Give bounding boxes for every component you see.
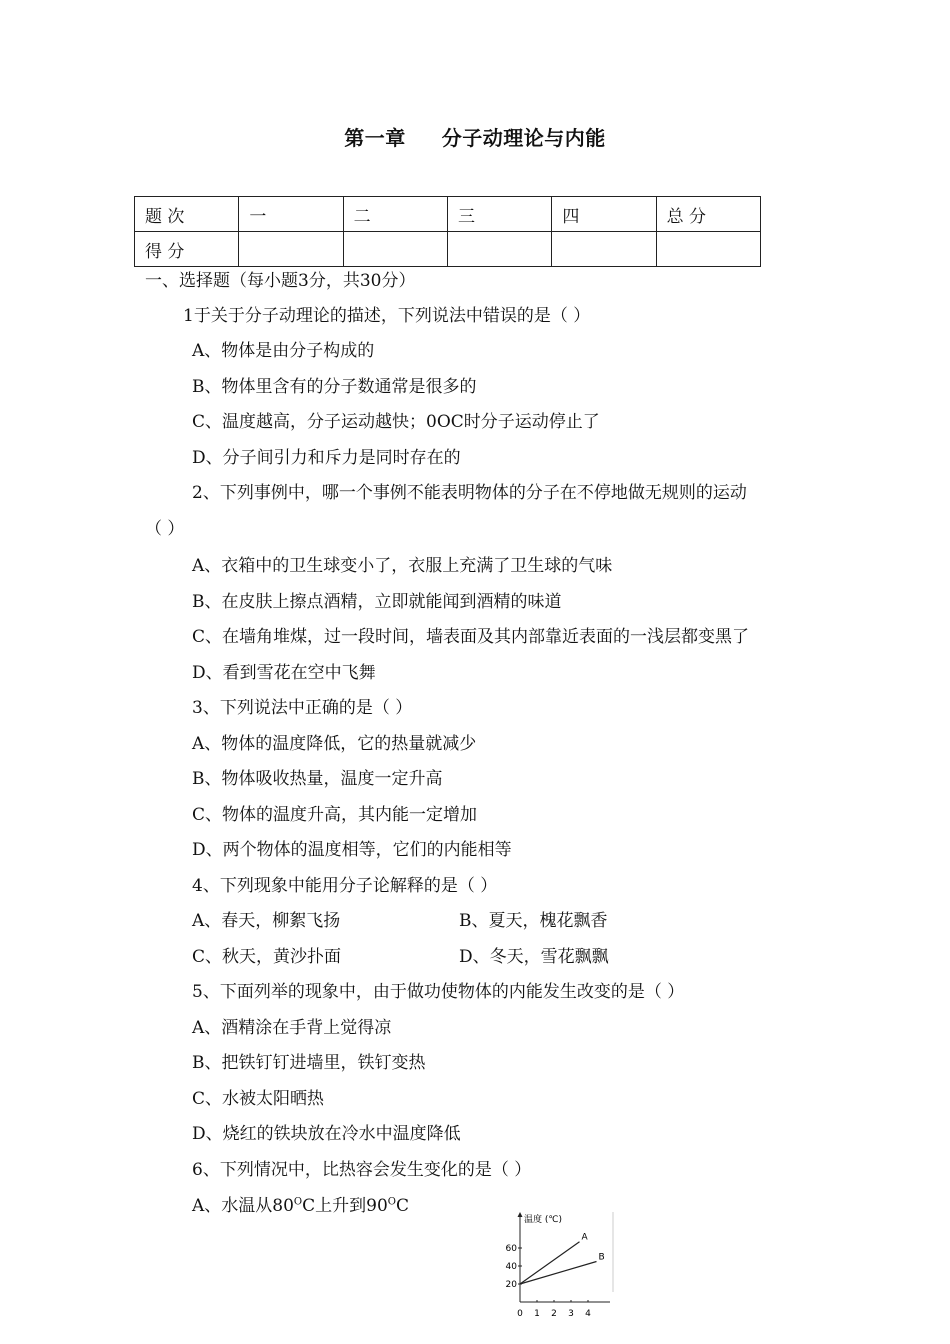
question-2-answer-bracket: （ ） [145,519,185,539]
question-3-option-b: B、物体吸收热量，温度一定升高 [192,769,443,789]
question-6-option-a: A、水温从$80^OC$上升到$90^OC$ [192,1196,409,1216]
header-cell: 二 [343,197,447,232]
chapter-number: 第一章 [344,126,406,150]
y-tick-label: 40 [505,1262,517,1272]
question-2-option-c: C、在墙角堆煤，过一段时间，墙表面及其内部靠近表面的一浅层都变黑了 [192,627,750,647]
score-cell [656,232,760,267]
series-line-A [520,1242,580,1284]
question-5-option-c: C、水被太阳晒热 [192,1089,325,1109]
question-1-option-d: D、分子间引力和斥力是同时存在的 [192,448,461,468]
question-3-option-a: A、物体的温度降低，它的热量就减少 [192,734,477,754]
question-4-stem: 4、下列现象中能用分子论解释的是（ ） [192,876,498,896]
question-5-option-a: A、酒精涂在手背上觉得凉 [192,1018,392,1038]
question-5-option-d: D、烧红的铁块放在冷水中温度降低 [192,1124,461,1144]
question-5-stem: 5、下面列举的现象中，由于做功使物体的内能发生改变的是（ ） [192,982,685,1002]
x-tick-label: 0 [517,1309,523,1319]
question-2-stem: 2、下列事例中，哪一个事例不能表明物体的分子在不停地做无规则的运动 [192,483,747,503]
question-1-stem: 1于关于分子动理论的描述，下列说法中错误的是（ ） [183,306,591,326]
score-table [134,196,761,267]
x-tick-label: 3 [568,1309,574,1319]
header-cell: 四 [552,197,656,232]
question-3-option-c: C、物体的温度升高，其内能一定增加 [192,805,478,825]
score-cell [552,232,656,267]
question-4-option-d: D、冬天，雪花飘飘 [459,947,609,967]
x-tick-label: 4 [585,1309,591,1319]
section-heading: 一、选择题（每小题3分，共30分） [145,271,416,291]
chapter-name: 分子动理论与内能 [441,126,606,150]
header-cell: 总 分 [656,197,760,232]
question-3-stem: 3、下列说法中正确的是（ ） [192,698,413,718]
question-4-option-c: C、秋天，黄沙扑面 [192,947,342,967]
series-label-B: B [598,1252,605,1263]
score-table-score-row [135,232,761,267]
question-1-option-c: C、温度越高，分子运动越快；0OC时分子运动停止了 [192,412,600,432]
y-axis-label: 温度 (℃) [524,1215,562,1225]
question-3-option-d: D、两个物体的温度相等，它们的内能相等 [192,840,512,860]
x-tick-label: 1 [534,1309,540,1319]
question-5-option-b: B、把铁钉钉进墙里，铁钉变热 [192,1053,426,1073]
y-tick-label: 60 [505,1244,517,1254]
question-1-option-b: B、物体里含有的分子数通常是很多的 [192,377,477,397]
temperature-time-chart [500,1210,616,1320]
question-4-option-b: B、夏天，槐花飘香 [459,911,608,931]
y-axis-arrow [518,1212,523,1217]
score-cell [239,232,343,267]
question-2-option-d: D、看到雪花在空中飞舞 [192,663,376,683]
question-1-option-a: A、物体是由分子构成的 [192,341,375,361]
page-title [0,122,950,151]
question-4-option-a: A、春天，柳絮飞扬 [192,911,341,931]
header-cell: 一 [239,197,343,232]
header-cell: 题 次 [135,197,239,232]
header-cell: 三 [447,197,551,232]
question-6-stem: 6、下列情况中，比热容会发生变化的是（ ） [192,1160,532,1180]
score-row-label: 得 分 [135,232,239,267]
question-2-option-b: B、在皮肤上擦点酒精，立即就能闻到酒精的味道 [192,592,562,612]
series-line-B [520,1262,597,1285]
y-tick-label: 20 [505,1280,517,1290]
score-cell [447,232,551,267]
score-table-header-row [135,197,761,232]
question-2-option-a: A、衣箱中的卫生球变小了，衣服上充满了卫生球的气味 [192,556,613,576]
series-label-A: A [581,1232,588,1243]
score-cell [343,232,447,267]
x-tick-label: 2 [551,1309,557,1319]
